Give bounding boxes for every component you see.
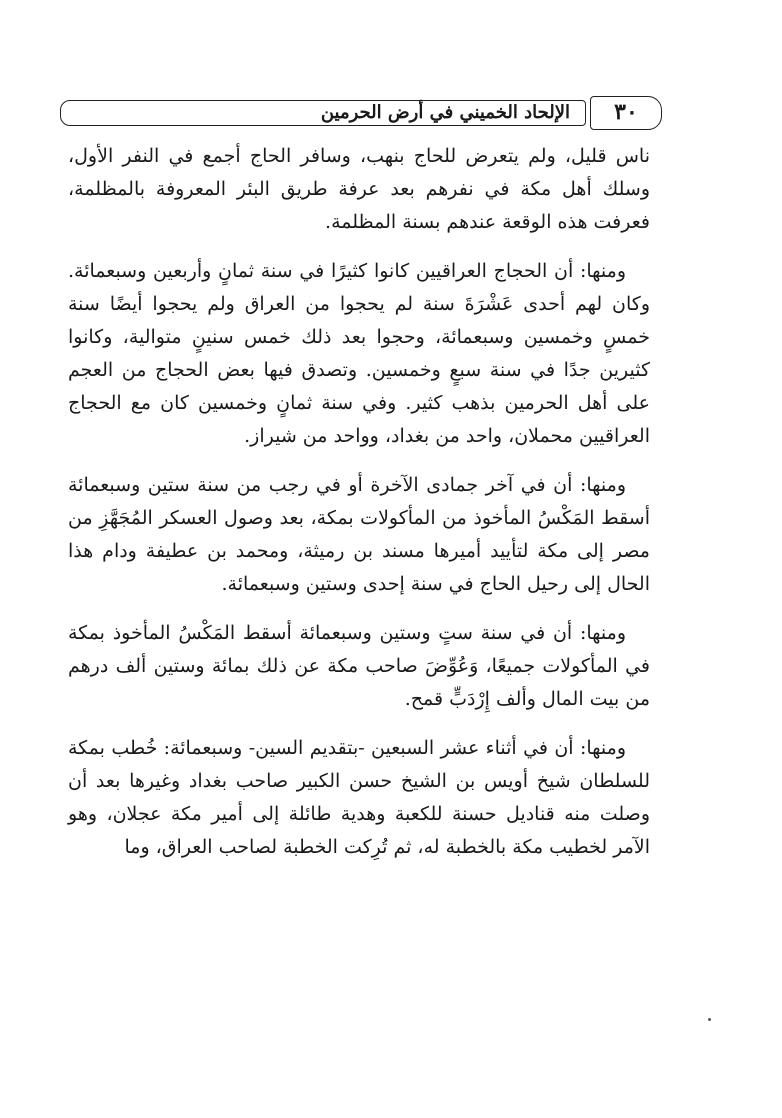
paragraph: ومنها: أن في أثناء عشر السبعين -بتقديم السين- وسبعمائة: خُطب بمكة للسلطان شيخ أويس بن الشيخ حسن الكبير صاحب بغداد وغيرها بعد أن وصلت منه قناديل حسنة للكعبة وهدية طائلة إلى أمير مكة عجلان، وهو الآمر لخطيب مكة بالخطبة له، ثم تُرِكت الخطبة لصاحب العراق، وما [68,737,650,858]
page-number: ٣٠ [590,96,662,130]
scan-speck [708,1018,711,1021]
paragraph: ناس قليل، ولم يتعرض للحاج بنهب، وسافر الحاج أجمع في النفر الأول، وسلك أهل مكة في نفرهم بعد عرفة طريق البئر المعروفة بالمظلمة، فعرفت هذه الوقعة عندهم بسنة المظلمة. [68,145,650,233]
paragraph: ومنها: أن في آخر جمادى الآخرة أو في رجب من سنة ستين وسبعمائة أسقط المَكْسُ المأخوذ من المأكولات بمكة، بعد وصول العسكر المُجَهَّزِ من مصر إلى مكة لتأييد أميرها مسند بن رميثة، ومحمد بن عطيفة ودام هذا الحال إلى رحيل الحاج في سنة إحدى وستين وسبعمائة. [68,474,650,595]
paragraph: ومنها: أن الحجاج العراقيين كانوا كثيرًا في سنة ثمانٍ وأربعين وسبعمائة. وكان لهم أحدى عَشْرَةَ سنة لم يحجوا من العراق ولم يحجوا أيضًا سنة خمسٍ وخمسين وسبعمائة، وحجوا بعد ذلك خمس سنينٍ متوالية، وكانوا كثيرين جدًا في سنة سبعٍ وخمسين. وتصدق فيها بعض الحجاج من العجم على أهل الحرمين بذهب كثير. وفي سنة ثمانٍ وخمسين كان مع الحجاج العراقيين محملان، واحد من بغداد، وواحد من شيراز. [68,260,650,447]
running-title: الإلحاد الخميني في أرض الحرمين [320,102,570,123]
page-header [60,96,662,130]
paragraph: ومنها: أن في سنة ستٍ وستين وسبعمائة أسقط المَكْسُ المأخوذ بمكة في المأكولات جميعًا، وَعُوِّضَ صاحب مكة عن ذلك بمائة وستين ألف درهم من بيت المال وألف إِرْدَبٍّ قمح. [68,622,650,710]
body-text [68,140,650,864]
